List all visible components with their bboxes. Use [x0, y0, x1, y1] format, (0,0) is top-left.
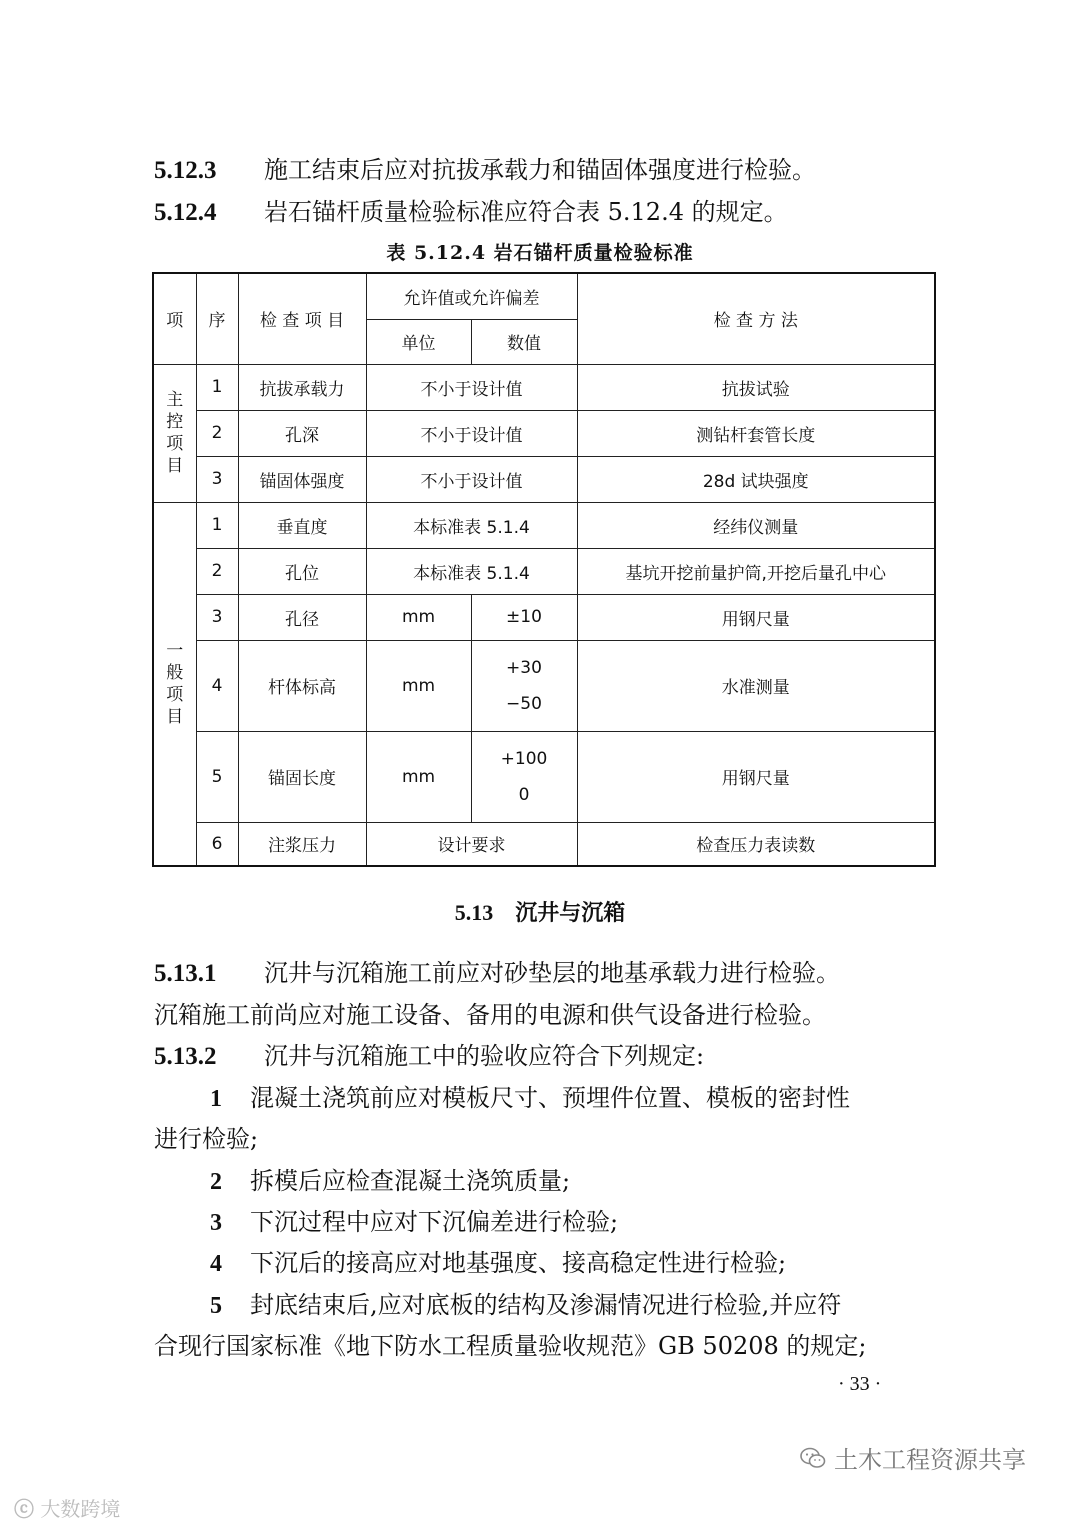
table-row — [153, 640, 935, 731]
method-cell: 用钢尺量 — [577, 594, 935, 640]
header-item: 检 查 项 目 — [238, 273, 366, 364]
clause-5-12-4 — [154, 197, 788, 228]
table-row — [153, 502, 935, 548]
clause-text: 施工结束后应对抗拔承载力和锚固体强度进行检验。 — [264, 156, 816, 184]
list-item — [210, 1166, 570, 1197]
seq-cell: 2 — [196, 548, 238, 594]
category-main-label: 主控项目 — [166, 390, 184, 476]
allow-cell: 不小于设计值 — [366, 364, 577, 410]
method-cell: 抗拔试验 — [577, 364, 935, 410]
seq-cell: 5 — [196, 731, 238, 822]
item-number: 3 — [210, 1210, 222, 1236]
brand-logo-icon: ⓒ — [14, 1497, 34, 1521]
clause-number: 5.13.1 — [154, 960, 217, 987]
value-lower: −50 — [506, 693, 542, 714]
table-row — [153, 731, 935, 822]
inspection-standard-table — [152, 272, 936, 867]
allow-cell: 设计要求 — [366, 822, 577, 866]
item-cell: 孔深 — [238, 410, 366, 456]
clause-text: 沉井与沉箱施工前应对砂垫层的地基承载力进行检验。 — [264, 959, 840, 987]
method-cell: 检查压力表读数 — [577, 822, 935, 866]
item-cell: 孔位 — [238, 548, 366, 594]
header-method: 检 查 方 法 — [577, 273, 935, 364]
allow-cell: 本标准表 5.1.4 — [366, 502, 577, 548]
table-row — [153, 456, 935, 502]
item-continuation: 合现行国家标准《地下防水工程质量验收规范》GB 50208 的规定; — [154, 1332, 867, 1360]
item-cell: 注浆压力 — [238, 822, 366, 866]
allow-cell: 不小于设计值 — [366, 410, 577, 456]
allow-cell: 不小于设计值 — [366, 456, 577, 502]
header-unit: 单位 — [366, 319, 471, 364]
item-number: 5 — [210, 1293, 222, 1319]
clause-5-13-1 — [154, 958, 840, 989]
allow-cell: 本标准表 5.1.4 — [366, 548, 577, 594]
item-cell: 锚固体强度 — [238, 456, 366, 502]
item-cell: 锚固长度 — [238, 731, 366, 822]
clause-text: 岩石锚杆质量检验标准应符合表 5.12.4 的规定。 — [264, 198, 788, 226]
value-upper: +100 — [500, 748, 548, 769]
item-number: 2 — [210, 1169, 222, 1195]
item-cell: 垂直度 — [238, 502, 366, 548]
clause-number: 5.12.4 — [154, 199, 217, 226]
watermark-brand-text: 大数跨境 — [40, 1497, 121, 1521]
method-cell: 基坑开挖前量护筒,开挖后量孔中心 — [577, 548, 935, 594]
method-cell: 用钢尺量 — [577, 731, 935, 822]
category-general-label: 一般项目 — [166, 640, 184, 727]
item-number: 4 — [210, 1251, 222, 1277]
header-value: 数值 — [471, 319, 577, 364]
item-cell: 杆体标高 — [238, 640, 366, 731]
item-cell: 孔径 — [238, 594, 366, 640]
list-item — [210, 1207, 618, 1238]
clause-text: 沉井与沉箱施工中的验收应符合下列规定: — [264, 1042, 705, 1070]
list-item — [210, 1248, 786, 1279]
header-category: 项 — [153, 273, 196, 364]
page-number: · 33 · — [838, 1373, 882, 1395]
value-cell — [471, 640, 577, 731]
header-allow: 允许值或允许偏差 — [366, 273, 577, 319]
value-cell — [471, 731, 577, 822]
table-row — [153, 822, 935, 866]
clause-continuation: 沉箱施工前尚应对施工设备、备用的电源和供气设备进行检验。 — [154, 1001, 826, 1029]
method-cell: 测钻杆套管长度 — [577, 410, 935, 456]
item-text: 下沉后的接高应对地基强度、接高稳定性进行检验; — [250, 1249, 787, 1277]
unit-cell: mm — [366, 731, 471, 822]
item-number: 1 — [210, 1086, 222, 1112]
section-number: 5.13 — [454, 900, 494, 925]
header-row — [153, 273, 935, 319]
table-title: 表 5.12.4 岩石锚杆质量检验标准 — [386, 242, 694, 264]
item-cell: 抗拔承载力 — [238, 364, 366, 410]
seq-cell: 1 — [196, 364, 238, 410]
item-text: 混凝土浇筑前应对模板尺寸、预埋件位置、模板的密封性 — [250, 1084, 850, 1112]
category-main — [153, 364, 196, 502]
watermark-source — [800, 1440, 1026, 1475]
header-seq: 序 — [196, 273, 238, 364]
unit-cell: mm — [366, 594, 471, 640]
table-row — [153, 410, 935, 456]
method-cell: 水准测量 — [577, 640, 935, 731]
item-text: 封底结束后,应对底板的结构及渗漏情况进行检验,并应符 — [250, 1291, 842, 1319]
seq-cell: 3 — [196, 456, 238, 502]
method-cell: 经纬仪测量 — [577, 502, 935, 548]
clause-number: 5.13.2 — [154, 1043, 217, 1070]
item-continuation: 进行检验; — [154, 1125, 259, 1153]
seq-cell: 2 — [196, 410, 238, 456]
watermark-brand — [14, 1493, 120, 1522]
clause-number: 5.12.3 — [154, 157, 217, 184]
clause-5-12-3 — [154, 155, 816, 186]
wechat-icon — [800, 1447, 826, 1469]
table-row — [153, 548, 935, 594]
list-item — [210, 1290, 841, 1321]
seq-cell: 3 — [196, 594, 238, 640]
list-item — [210, 1083, 850, 1114]
seq-cell: 4 — [196, 640, 238, 731]
table-row — [153, 594, 935, 640]
seq-cell: 1 — [196, 502, 238, 548]
unit-cell: mm — [366, 640, 471, 731]
method-cell: 28d 试块强度 — [577, 456, 935, 502]
value-cell: ±10 — [471, 594, 577, 640]
table-row — [153, 364, 935, 410]
clause-5-13-2 — [154, 1041, 704, 1072]
watermark-source-text: 土木工程资源共享 — [834, 1446, 1026, 1474]
value-upper: +30 — [506, 657, 542, 678]
section-title — [0, 896, 1080, 927]
section-name: 沉井与沉箱 — [515, 900, 626, 926]
seq-cell: 6 — [196, 822, 238, 866]
value-lower: 0 — [518, 784, 530, 805]
item-text: 拆模后应检查混凝土浇筑质量; — [250, 1167, 571, 1195]
category-general — [153, 502, 196, 866]
item-text: 下沉过程中应对下沉偏差进行检验; — [250, 1208, 619, 1236]
